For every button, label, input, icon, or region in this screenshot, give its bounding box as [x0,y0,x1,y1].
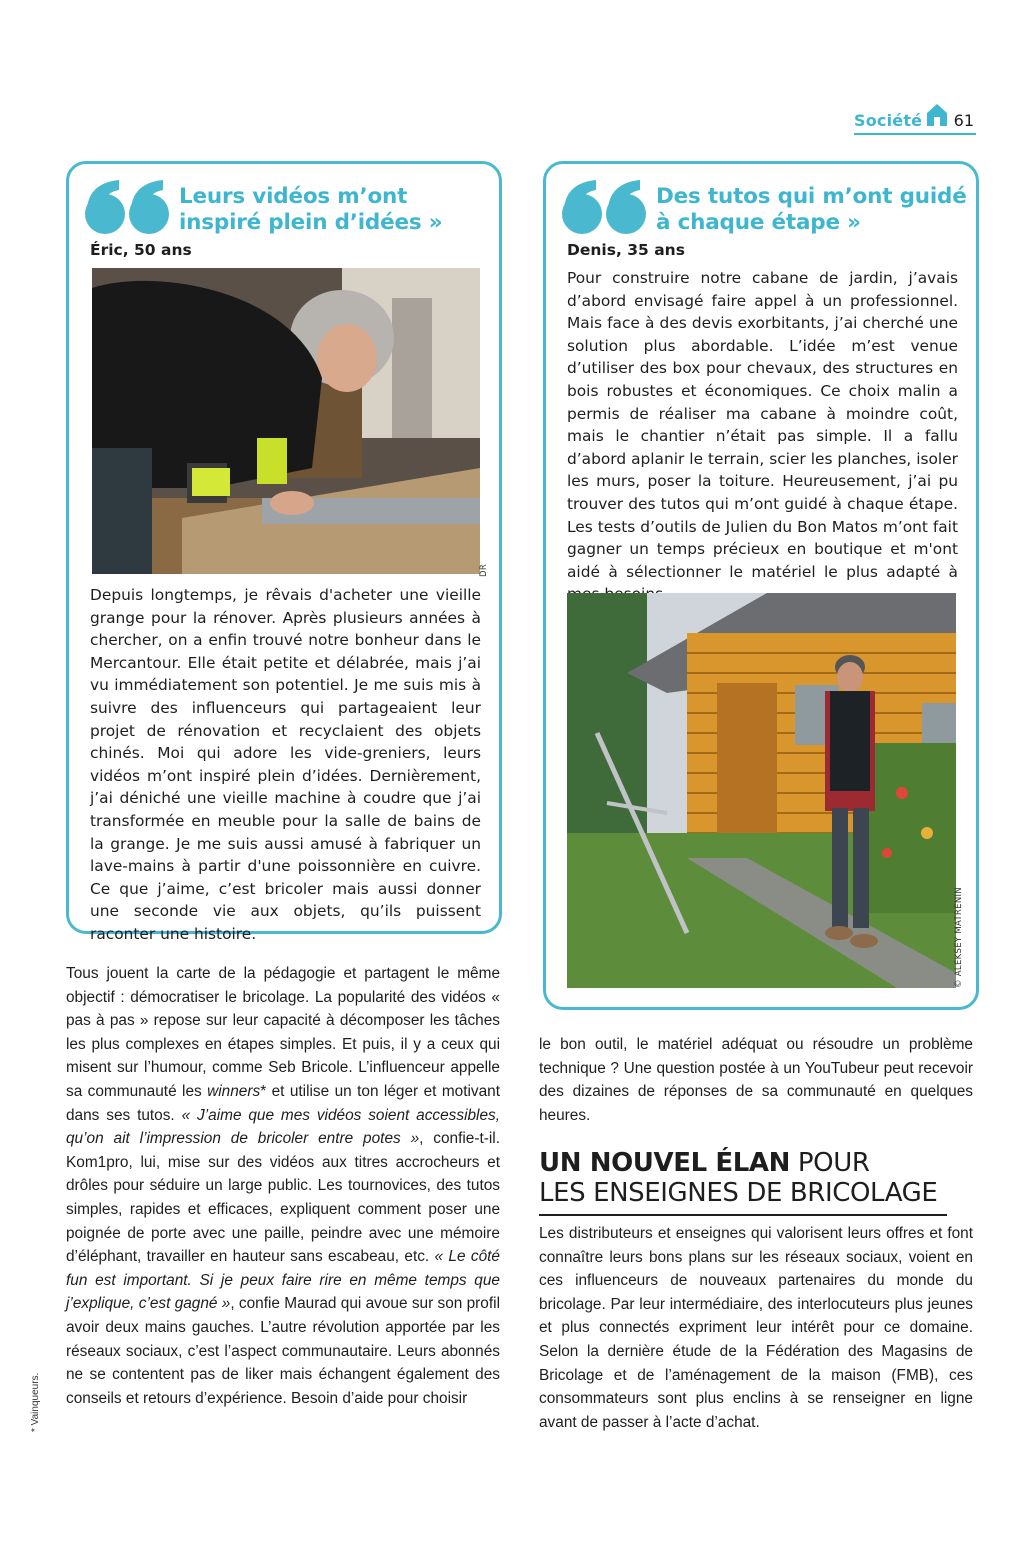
testimonial-box-eric [66,161,502,943]
page-number: 61 [953,111,974,130]
photo-credit: DR [479,563,489,577]
photo-garden-cabin [567,593,956,988]
photo-man-drilling [92,268,480,574]
testimonial-quote: Leurs vidéos m’ont inspiré plein d’idées » [179,184,443,235]
article-text: , confie Maurad qui avoue sur son profil avoir deux mains gauches. L’autre révolution apportée par les réseaux sociaux, c’est l’aspect communautaire. Leurs abonnés ne se contentent pas de liker mais échangent également des conseils et retours d’expérience. Besoin d’aide pour choisir [66,1295,500,1407]
testimonial-text: Depuis longtemps, je rêvais d'acheter une vieille grange pour la rénover. Après plusieurs années à chercher, on a enfin trouvé notre bonheur dans le Mercantour. Elle était petite et délabrée, mais j’ai vu immédiatement son potentiel. Je me suis mis à suivre des influenceurs qui partageaient leur projet de rénovation et recyclaient des objets chinés. Moi qui adore les vide-greniers, leurs vidéos m’ont inspiré plein d’idées. Dernièrement, j’ai déniché une vieille machine à coudre que j’ai transformée en meuble pour la salle de bains de la grange. Je me suis aussi amusé à fabriquer un lave-mains à partir d'une poissonnière en cuivre. Ce que j’aime, c’est bricoler mais aussi donner une seconde vie aux objets, qu’ils puissent raconter une histoire. [90,586,481,943]
testimonial-person: Éric, 50 ans [90,241,192,259]
article-right-top: le bon outil, le matériel adéquat ou résoudre un problème technique ? Une question postée à un YouTubeur peut recevoir des dizaines de réponses de sa communauté en quelques heures. [539,1036,973,1124]
article-left-column [66,962,500,1410]
testimonial-person: Denis, 35 ans [567,241,685,259]
heading-bold: UN NOUVEL ÉLAN [539,1148,791,1178]
header-rule [854,133,976,135]
house-icon [925,102,949,126]
heading-rule [539,1214,947,1216]
page-header [854,100,976,136]
article-quote: « J’aime que mes vidéos soient accessibles, qu’on ait l’impression de bricoler entre potes » [66,1106,500,1148]
article-text: * et utilise un ton léger et motivant dans ses tutos. [66,1082,500,1124]
quote-mark-icon [562,178,650,236]
photo-credit: © ALEKSEY MATRENIN [954,887,964,988]
article-text: Tous jouent la carte de la pédagogie et partagent le même objectif : démocratiser le bricolage. La popularité des vidéos « pas à pas » repose sur leur capacité à décomposer les tâches les plus complexes en étapes simples. Et puis, il y a ceux qui misent sur l’humour, comme Seb Bricole. L’influenceur appelle sa communauté les [66,965,500,1100]
heading-rest: POUR [790,1148,870,1178]
testimonial-box-denis [543,161,979,1010]
heading-line2: LES ENSEIGNES DE BRICOLAGE [539,1178,938,1208]
section-label: Société [854,111,923,130]
article-quote: « Le côté fun est important. Si je peux faire rire en même temps que j’explique, c’est gagné » [66,1248,500,1313]
article-italic: winners [207,1082,261,1100]
quote-mark-icon [85,178,173,236]
footnote: * Vainqueurs. [30,1372,41,1432]
testimonial-quote: Des tutos qui m’ont guidé à chaque étape » [656,184,967,235]
article-right-bottom: Les distributeurs et enseignes qui valorisent leurs offres et font connaître leurs bons plans sur les réseaux sociaux, voient en ces influenceurs de nouveaux partenaires du monde du bricolage. Par leur intermédiaire, des interlocuteurs plus jeunes et plus connectés expriment leur intérêt pour ce domaine. Selon la dernière étude de la Fédération des Magasins de Bricolage et de l’aménagement de la maison (FMB), ces consommateurs sont plus enclins à se renseigner en ligne avant de passer à l’acte d’achat. [539,1225,973,1431]
article-text: , confie-t-il. Kom1pro, lui, mise sur des vidéos aux titres accrocheurs et drôles pour séduire un large public. Les tournovices, des tutos simples, rapides et efficaces, expliquent comment poser une poignée de porte avec une paille, peindre avec une mémoire d’éléphant, travailler en hauteur sans escabeau, etc. [66,1130,500,1266]
section-heading [539,1148,973,1208]
testimonial-text: Pour construire notre cabane de jardin, j’avais d’abord envisagé faire appel à un professionnel. Mais face à des devis exorbitants, j’ai cherché une solution plus abordable. L’idée m’est venue d’utiliser des box pour chevaux, des structures en bois robustes et économiques. Ce choix malin a permis de réaliser ma cabane à moindre coût, mais le chantier n’était pas simple. Il a fallu d’abord aplanir le terrain, scier les planches, isoler les murs, poser la toiture. Heureusement, j’ai pu trouver des tutos qui m’ont guidé à chaque étape. Les tests d’outils de Julien du Bon Matos m’ont fait gagner un temps précieux en boutique et m'ont aidé à sélectionner le matériel le plus adapté à [567,269,958,581]
